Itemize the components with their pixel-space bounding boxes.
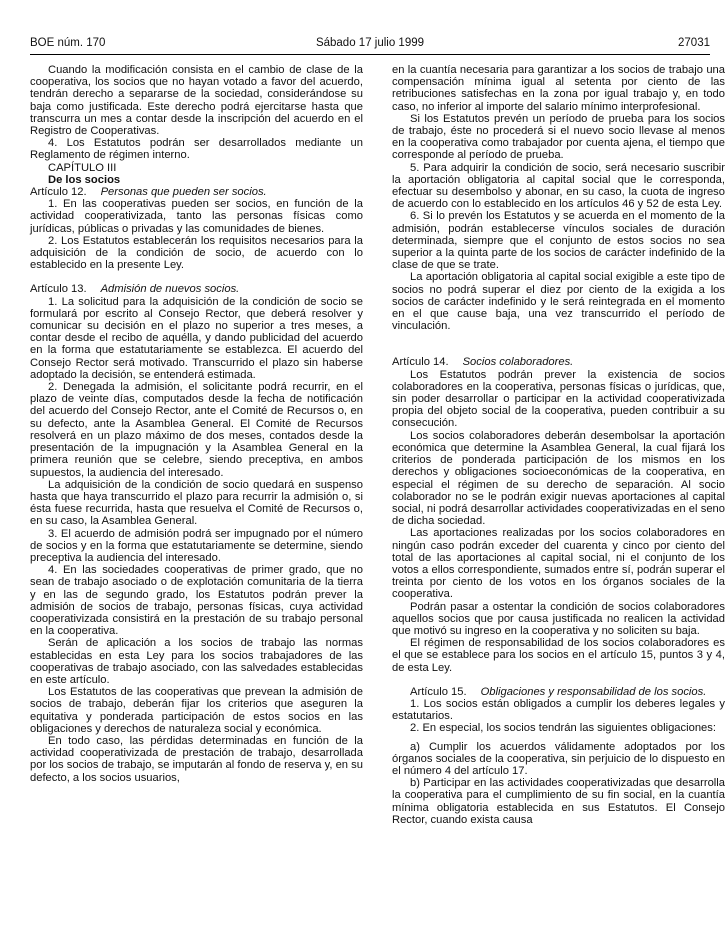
paragraph: 6. Si lo prevén los Estatutos y se acuerda en el momento de la admisión, podrán establecerse vínculos sociales de duración determinada, siempre que el conjunto de estos socios no sea superior a la quinta parte de los socios de carácter indefinido de la clase de que se trate. [392,210,725,272]
article-title: Socios colaboradores. [462,356,574,369]
publication-date: Sábado 17 julio 1999 [315,37,425,49]
paragraph: 2. Denegada la admisión, el solicitante podrá recurrir, en el plazo de veinte días, computados desde la fecha de notificación del acuerdo del Consejo Rector, ante el Comité de Recursos o, en su defecto, ante la Asamblea General. El Comité de Recursos resolverá en un plazo máximo de dos meses, contados desde la presentación de la impugnación y la Asamblea General en la primera reunión que se celebre, siendo preceptiva, en ambos supuestos, la audiencia del interesado. [30,381,363,479]
page-header [30,37,710,53]
header-rule [30,54,710,55]
paragraph: Serán de aplicación a los socios de trabajo las normas establecidas en esta Ley para los socios trabajadores de las cooperativas de trabajo asociado, con las salvedades establecidas en este artículo. [30,637,363,686]
paragraph: En todo caso, las pérdidas determinadas en función de la actividad cooperativizada de prestación de trabajo, desarrollada por los socios de trabajo, se imputarán al fondo de reserva y, en su defecto, a los socios usuarios, [30,734,363,784]
paragraph: 1. Los socios están obligados a cumplir los deberes legales y estatutarios. [392,697,725,723]
article-title: Obligaciones y responsabilidad de los socios. [480,685,707,698]
paragraph: La aportación obligatoria al capital social exigible a este tipo de socios no podrá superar el diez por ciento de la exigida a los socios de carácter indefinido y le será reintegrada en el momento en el que cause baja, una vez transcurrido el período de vinculación. [392,271,725,333]
paragraph: 4. En las sociedades cooperativas de primer grado, que no sean de trabajo asociado o de explotación comunitaria de la tierra y en las de segundo grado, los Estatutos podrán prever la admisión de socios de trabajo, personas físicas, cuya actividad cooperativizada consistirá en la prestación de su trabajo personal en la cooperativa. [30,564,363,638]
paragraph: 3. El acuerdo de admisión podrá ser impugnado por el número de socios y en la forma que estatutariamente se determine, siendo preceptiva la audiencia del interesado. [30,527,363,564]
right-column [392,64,725,826]
list-item: a) Cumplir los acuerdos válidamente adoptados por los órganos sociales de la cooperativa, sin perjuicio de lo dispuesto en el número 4 del artículo 17. [392,740,725,777]
article-title: Admisión de nuevos socios. [100,283,240,296]
list-item: b) Participar en las actividades cooperativizadas que desarrolla la cooperativa para el cumplimiento de su fin social, en la cuantía mínima obligatoria establecida en sus Estatutos. El Consejo Rector, cuando exista causa [392,777,725,826]
article-title: Personas que pueden ser socios. [100,186,267,199]
article-number: Artículo 15. [410,685,467,698]
paragraph: 5. Para adquirir la condición de socio, será necesario suscribir la aportación obligatoria al capital social que le corresponda, efectuar su desembolso y abonar, en su caso, la cuota de ingreso de acuerdo con lo establecido en los artículos 46 y 52 de esta Ley. [392,161,725,211]
paragraph: Si los Estatutos prevén un período de prueba para los socios de trabajo, éste no procederá si el nuevo socio llevase al menos en la cooperativa como trabajador por cuenta ajena, el tiempo que corresponde al período de prueba. [392,112,725,162]
bulletin-number: BOE núm. 170 [30,37,106,49]
left-column [30,64,363,784]
chapter-title: De los socios [48,173,121,186]
article-12-heading [30,186,363,198]
paragraph: Podrán pasar a ostentar la condición de socios colaboradores aquellos socios que por causa justificada no realicen la actividad que motivó su ingreso en la cooperativa y no soliciten su baja. [392,600,725,637]
article-number: Artículo 14. [392,356,449,369]
article-number: Artículo 12. [30,186,87,199]
paragraph: Los Estatutos de las cooperativas que prevean la admisión de socios de trabajo, deberán fijar los criterios que aseguren la equitativa y ponderada participación de estos socios en las obligaciones y derechos de naturaleza social y económica. [30,686,363,735]
page-number: 27031 [678,37,710,49]
paragraph: Los socios colaboradores deberán desembolsar la aportación económica que determine la Asamblea General, la cual fijará los criterios de ponderada participación de los mismos en los derechos y obligaciones socioeconómicas de la cooperativa, en especial el régimen de su derecho de separación. Al socio colaborador no se le podrán exigir nuevas aportaciones al capital social, ni podrá desarrollar actividades cooperativizadas en el seno de dicha sociedad. [392,429,725,528]
paragraph: Cuando la modificación consista en el cambio de clase de la cooperativa, los socios que no hayan votado a favor del acuerdo, tendrán derecho a separarse de la sociedad, considerándose su baja como justificada. Este derecho podrá ejercitarse hasta que transcurra un mes a contar desde la inscripción del acuerdo en el Registro de Cooperativas. [30,64,363,138]
article-14-heading [392,356,725,368]
article-number: Artículo 13. [30,283,87,296]
paragraph: Los Estatutos podrán prever la existencia de socios colaboradores en la cooperativa, personas físicas o jurídicas, que, sin poder desarrollar o participar en la actividad cooperativizada propia del objeto social de la cooperativa, pueden contribuir a su consecución. [392,368,725,430]
article-15-heading [392,686,725,698]
article-13-heading [30,283,363,295]
paragraph: 1. La solicitud para la adquisición de la condición de socio se formulará por escrito al Consejo Rector, que deberá resolver y comunicar su decisión en el plazo no superior a tres meses, a contar desde el recibo de aquélla, y dando publicidad del acuerdo en la forma que estatutariamente se establezca. El acuerdo del Consejo Rector será motivado. Transcurrido el plazo sin haberse adoptado la decisión, se entenderá estimada. [30,295,363,381]
chapter-heading: CAPÍTULO III [48,161,117,174]
paragraph: 2. En especial, los socios tendrán las siguientes obligaciones: [410,722,716,735]
paragraph: 1. En las cooperativas pueden ser socios, en función de la actividad cooperativizada, tanto las personas físicas como jurídicas, públicas o privadas y las comunidades de bienes. [30,198,363,235]
paragraph: 2. Los Estatutos establecerán los requisitos necesarios para la adquisición de la condición de socio, de acuerdo con lo establecido en la presente Ley. [30,234,363,272]
paragraph: El régimen de responsabilidad de los socios colaboradores es el que se establece para los socios en el artículo 15, puntos 3 y 4, de esta Ley. [392,637,725,674]
paragraph: La adquisición de la condición de socio quedará en suspenso hasta que haya transcurrido el plazo para recurrir la admisión o, si ésta fuese recurrida, hasta que resuelva el Comité de Recursos o, en su caso, la Asamblea General. [30,478,363,528]
paragraph: en la cuantía necesaria para garantizar a los socios de trabajo una compensación mínima igual al setenta por ciento de las retribuciones satisfechas en la zona por igual trabajo y, en todo caso, no inferior al importe del salario mínimo interprofesional. [392,64,725,113]
paragraph: Las aportaciones realizadas por los socios colaboradores en ningún caso podrán exceder del cuarenta y cinco por ciento del total de las aportaciones al capital social, ni el conjunto de los votos a ellos correspondiente, sumados entre sí, podrán superar el treinta por ciento de los votos en los órganos sociales de la cooperativa. [392,527,725,601]
paragraph: 4. Los Estatutos podrán ser desarrollados mediante un Reglamento de régimen interno. [30,137,363,162]
